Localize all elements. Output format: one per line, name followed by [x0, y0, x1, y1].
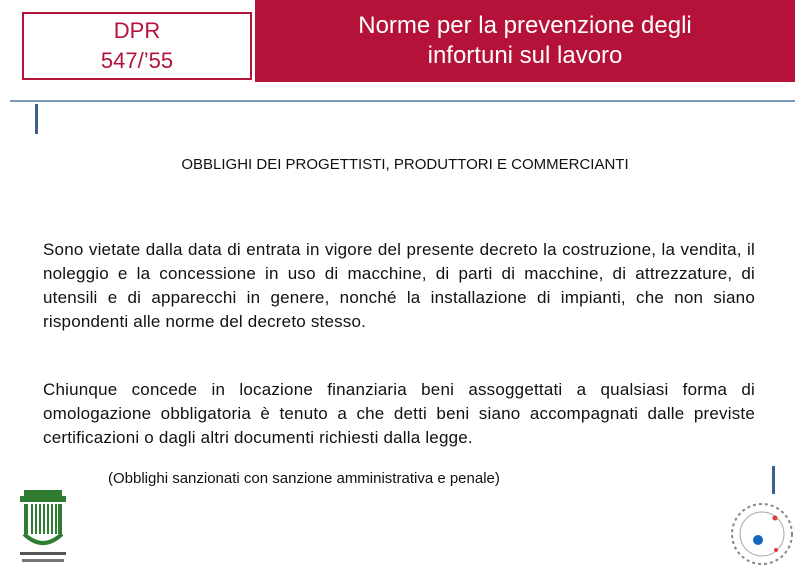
left-accent-tick — [35, 104, 38, 134]
university-logo-icon — [14, 488, 72, 566]
institute-seal-icon — [720, 492, 800, 566]
section-heading: OBBLIGHI DEI PROGETTISTI, PRODUTTORI E COMMERCIANTI — [181, 156, 629, 173]
document-code-line2: 547/’55 — [100, 48, 174, 73]
title-line2: infortuni sul lavoro — [427, 42, 623, 69]
document-code-line1: DPR — [113, 18, 161, 43]
paragraph-2: Chiunque concede in locazione finanziaria beni assoggettati a qualsiasi forma di omologazione obbligatoria è tenuto a che detti beni siano accompagnati dalle previste certificazioni o dagli altri documenti richiesti dalla legge. — [43, 380, 755, 447]
title-line1: Norme per la prevenzione degli — [358, 12, 692, 39]
header-divider — [10, 100, 795, 102]
right-accent-tick — [772, 466, 775, 494]
paragraph-1: Sono vietate dalla data di entrata in vigore del presente decreto la costruzione, la vendita, il noleggio e la concessione in uso di macchine, di parti di macchine, di attrezzature, di utensili e di apparecchi in genere, nonché la installazione di impianti, che non siano rispondenti alle norme del decreto stesso. — [43, 240, 755, 331]
sanction-note: (Obblighi sanzionati con sanzione amministrativa e penale) — [108, 470, 500, 487]
document-code-box — [22, 12, 252, 80]
title-band — [255, 0, 795, 82]
